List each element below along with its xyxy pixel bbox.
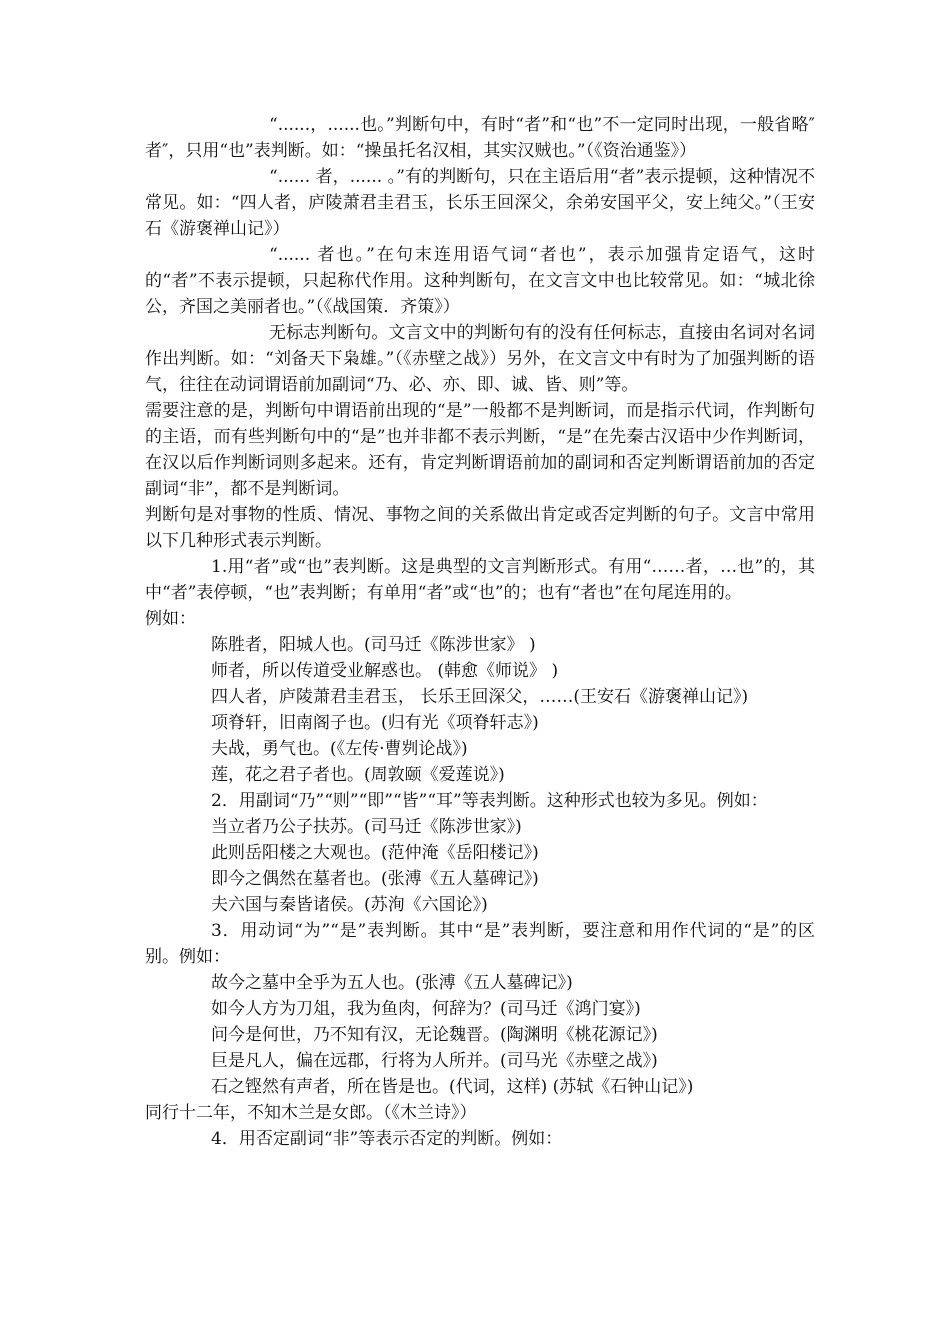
- example-line: 四人者，庐陵萧君圭君玉， 长乐王回深父，……(王安石《游褒禅山记》): [211, 687, 749, 707]
- example-line: 莲，花之君子者也。(周敦颐《爱莲说》): [211, 765, 505, 785]
- paragraph-ye-judgment: “......，......也。”判断句中，有时“者”和“也”不一定同时出现，一般省略″者″，只用“也”表判断。如：“操虽托名汉相，其实汉贼也。”（《资治通鉴》）: [145, 115, 815, 161]
- example-line: 项脊轩，旧南阁子也。(归有光《项脊轩志》): [211, 713, 539, 733]
- paragraph-unmarked-judgment: 无标志判断句。文言文中的判断句有的没有任何标志，直接由名词对名词作出判断。如：“刘备天下枭雄。”（《赤壁之战》）另外，在文言文中有时为了加强判断的语气，往往在动词谓语前加副词“乃、必、亦、即、诚、皆、则”等。: [145, 323, 815, 395]
- example-line: 夫六国与秦皆诸侯。(苏洵《六国论》): [211, 895, 488, 915]
- example-line: 即今之偶然在墓者也。(张溥《五人墓碑记》): [211, 869, 539, 889]
- example-line: 夫战，勇气也。(《左传·曹刿论战》): [211, 739, 468, 759]
- paragraph-zhe-pause: “...... 者，...... 。”有的判断句，只在主语后用“者”表示提顿，这种情况不常见。如：“四人者，庐陵萧君圭君玉，长乐王回深父，余弟安国平父，安上纯父。”（王安石《游褒禅山记》）: [145, 167, 815, 239]
- paragraph-form-2: 2．用副词“乃”“则”“即”“皆”“耳”等表判断。这种形式也较为多见。例如：: [211, 791, 768, 811]
- example-line: 如今人方为刀俎，我为鱼肉，何辞为？(司马迁《鸿门宴》): [211, 999, 641, 1019]
- label-examples: 例如：: [145, 609, 196, 629]
- paragraph-form-3: 3．用动词“为”“是”表判断。其中“是”表判断，要注意和用作代词的“是”的区别。例如：: [145, 921, 815, 967]
- example-line: 故今之墓中全乎为五人也。(张溥《五人墓碑记》): [211, 973, 573, 993]
- paragraph-note-shi: 需要注意的是，判断句中谓语前出现的“是”一般都不是判断词，而是指示代词，作判断句的主语，而有些判断句中的“是”也并非都不表示判断，“是”在先秦古汉语中少作判断词，在汉以后作判断词则多起来。还有，肯定判断谓语前加的副词和否定判断谓语前加的否定副词“非”，都不是判断词。: [145, 401, 815, 499]
- example-line: 当立者乃公子扶苏。(司马迁《陈涉世家》): [211, 817, 522, 837]
- example-line: 石之铿然有声者，所在皆是也。(代词，这样) (苏轼《石钟山记》): [211, 1077, 694, 1097]
- document-body: [145, 112, 815, 1152]
- paragraph-zheye-ending: “...... 者也。”在句末连用语气词“者也”，表示加强肯定语气，这时的“者”不表示提顿，只起称代作用。这种判断句，在文言文中也比较常见。如：“城北徐公，齐国之美丽者也。”（《战国策．齐策》）: [145, 245, 815, 317]
- example-line: 此则岳阳楼之大观也。(范仲淹《岳阳楼记》): [211, 843, 539, 863]
- example-line: 陈胜者，阳城人也。(司马迁《陈涉世家》 ): [211, 635, 536, 655]
- example-line: 师者，所以传道受业解惑也。 (韩愈《师说》 ): [211, 661, 559, 681]
- example-line-flush: 同行十二年，不知木兰是女郎。（《木兰诗》）: [145, 1103, 477, 1123]
- paragraph-definition: 判断句是对事物的性质、情况、事物之间的关系做出肯定或否定判断的句子。文言中常用以下几种形式表示判断。: [145, 505, 815, 551]
- example-line: 问今是何世，乃不知有汉，无论魏晋。(陶渊明《桃花源记》): [211, 1025, 658, 1045]
- example-line: 巨是凡人，偏在远郡，行将为人所并。(司马光《赤壁之战》): [211, 1051, 658, 1071]
- paragraph-form-4: 4．用否定副词“非”等表示否定的判断。例如：: [211, 1129, 563, 1149]
- paragraph-form-1: 1.用“者”或“也”表判断。这是典型的文言判断形式。有用“……者，…也”的，其中“者”表停顿，“也”表判断；有单用“者”或“也”的；也有“者也”在句尾连用的。: [145, 557, 815, 603]
